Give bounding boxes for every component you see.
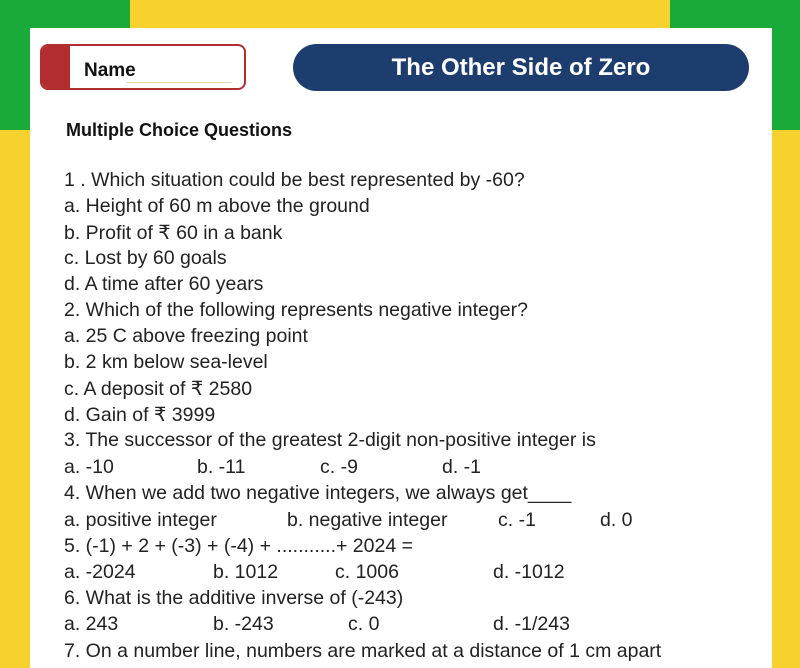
name-label: Name <box>84 60 136 81</box>
q2-option-d: d. Gain of ₹ 3999 <box>64 404 216 426</box>
q4-option-c: c. -1 <box>498 509 536 531</box>
question-1: 1 . Which situation could be best represented by -60? <box>64 169 525 191</box>
q6-option-d: d. -1/243 <box>493 613 570 635</box>
q5-option-d: d. -1012 <box>493 561 565 583</box>
question-4: 4. When we add two negative integers, we always get____ <box>64 482 572 504</box>
section-title: Multiple Choice Questions <box>66 120 293 140</box>
question-2: 2. Which of the following represents negative integer? <box>64 299 528 321</box>
q2-option-a: a. 25 C above freezing point <box>64 325 308 347</box>
question-3: 3. The successor of the greatest 2-digit non-positive integer is <box>64 429 596 451</box>
q3-option-a: a. -10 <box>64 456 114 478</box>
q2-option-b: b. 2 km below sea-level <box>64 351 268 373</box>
q6-option-b: b. -243 <box>213 613 274 635</box>
q4-option-b: b. negative integer <box>287 509 448 531</box>
q1-option-a: a. Height of 60 m above the ground <box>64 195 370 217</box>
question-6: 6. What is the additive inverse of (-243) <box>64 587 404 609</box>
q5-option-c: c. 1006 <box>335 561 399 583</box>
q1-option-d: d. A time after 60 years <box>64 273 264 295</box>
q3-option-b: b. -11 <box>197 456 246 478</box>
q4-option-a: a. positive integer <box>64 509 217 531</box>
worksheet-title: The Other Side of Zero <box>293 44 749 91</box>
name-field[interactable] <box>40 44 246 90</box>
q1-option-c: c. Lost by 60 goals <box>64 247 227 269</box>
question-7: 7. On a number line, numbers are marked at a distance of 1 cm apart <box>64 640 662 662</box>
name-tab-accent <box>42 46 70 88</box>
q6-option-c: c. 0 <box>348 613 380 635</box>
name-underline <box>126 82 232 83</box>
q3-option-d: d. -1 <box>442 456 482 478</box>
q2-option-c: c. A deposit of ₹ 2580 <box>64 378 253 400</box>
question-5: 5. (-1) + 2 + (-3) + (-4) + ...........+ 2024 = <box>64 535 413 557</box>
q1-option-b: b. Profit of ₹ 60 in a bank <box>64 222 283 244</box>
q5-option-b: b. 1012 <box>213 561 279 583</box>
q4-option-d: d. 0 <box>600 509 633 531</box>
q6-option-a: a. 243 <box>64 613 119 635</box>
q3-option-c: c. -9 <box>320 456 358 478</box>
q5-option-a: a. -2024 <box>64 561 136 583</box>
